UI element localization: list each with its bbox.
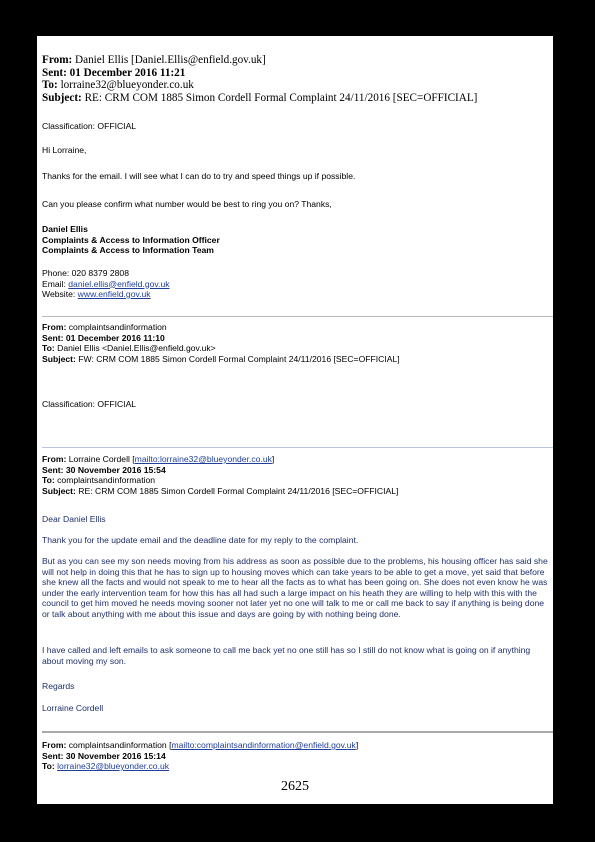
email2-to: To: Daniel Ellis <Daniel.Ellis@enfield.gov.uk> — [42, 343, 216, 353]
email3-para1: Thank you for the update email and the deadline date for my reply to the complaint. — [42, 535, 359, 545]
email3-para3: I have called and left emails to ask someone to call me back yet no one still has so I still do not know what is going on if anything about moving my son. — [42, 645, 531, 666]
email1-to: To: lorraine32@blueyonder.co.uk — [42, 79, 194, 91]
email3-sent: Sent: 30 November 2016 15:54 — [42, 464, 166, 475]
document-page — [37, 36, 553, 804]
email4-to: To: lorraine32@blueyonder.co.uk — [42, 761, 170, 771]
email3-signature: Lorraine Cordell — [42, 703, 104, 713]
email2-subject: Subject: FW: CRM COM 1885 Simon Cordell Formal Complaint 24/11/2016 [SEC=OFFICIAL] — [42, 353, 400, 364]
email1-greeting: Hi Lorraine, — [42, 145, 87, 155]
email2-from: From: complaintsandinformation — [42, 322, 167, 332]
email1-header — [42, 54, 550, 104]
mailto-link[interactable]: mailto:complaintsandinformation@enfield.gov.uk — [171, 740, 356, 750]
divider — [42, 316, 553, 317]
email1-sent: Sent: 01 December 2016 11:21 — [42, 66, 186, 79]
email1-from: From: Daniel Ellis [Daniel.Ellis@enfield.gov.uk] — [42, 54, 266, 66]
email3-subject: Subject: RE: CRM COM 1885 Simon Cordell Formal Complaint 24/11/2016 [SEC=OFFICIAL] — [42, 485, 399, 496]
email3-greeting: Dear Daniel Ellis — [42, 514, 106, 524]
email1-signature — [42, 224, 550, 256]
email3-to: To: complaintsandinformation — [42, 475, 156, 485]
email1-line1: Thanks for the email. I will see what I can do to try and speed things up if possible. — [42, 171, 356, 181]
website-link[interactable]: www.enfield.gov.uk — [77, 289, 151, 299]
email4-from: From: complaintsandinformation [mailto:complaintsandinformation@enfield.gov.uk] — [42, 740, 359, 750]
email4-sent: Sent: 30 November 2016 15:14 — [42, 750, 166, 761]
email4-header — [42, 740, 550, 772]
signature-title: Complaints & Access to Information Officer — [42, 234, 220, 245]
website-line: Website: www.enfield.gov.uk — [42, 289, 151, 299]
email2-sent: Sent: 01 December 2016 11:10 — [42, 332, 165, 343]
email1-contact — [42, 268, 550, 300]
email3-header — [42, 454, 550, 496]
email3-para2: But as you can see my son needs moving from his address as soon as possible due to the problems, his housing officer has said she will not help in doing this that he has to sign up to housing moves which can take years to be able to get a move, yet said that before she knew all the facts and would not speak to me to hear all the facts as to what has been going on. She does not even know he was under the early intervention team for how this has all had such a large impact on his heath they are willing to help with this with the council to get him moved he needs moving sooner not later yet no one will talk to me or call me back to say if anything is being done or talk about anything with me about this issue and days are going by with nothing being done. — [42, 556, 548, 619]
page-number: 2625 — [281, 779, 309, 794]
email1-classification: Classification: OFFICIAL — [42, 121, 137, 131]
phone-line: Phone: 020 8379 2808 — [42, 268, 129, 278]
email-line: Email: daniel.ellis@enfield.gov.uk — [42, 278, 170, 289]
divider — [42, 447, 553, 448]
mailto-link[interactable]: mailto:lorraine32@blueyonder.co.uk — [134, 454, 272, 464]
to-email-link[interactable]: lorraine32@blueyonder.co.uk — [57, 761, 170, 771]
email-link[interactable]: daniel.ellis@enfield.gov.uk — [68, 278, 170, 289]
signature-name: Daniel Ellis — [42, 224, 88, 234]
email1-subject: Subject: RE: CRM COM 1885 Simon Cordell Formal Complaint 24/11/2016 [SEC=OFFICIAL] — [42, 91, 478, 104]
email1-line2: Can you please confirm what number would be best to ring you on? Thanks, — [42, 199, 332, 209]
divider — [42, 731, 553, 733]
email2-classification: Classification: OFFICIAL — [42, 399, 137, 409]
signature-team: Complaints & Access to Information Team — [42, 245, 214, 255]
email3-regards: Regards — [42, 681, 75, 691]
email3-from: From: Lorraine Cordell [mailto:lorraine32@blueyonder.co.uk] — [42, 454, 275, 464]
email2-header — [42, 322, 550, 364]
